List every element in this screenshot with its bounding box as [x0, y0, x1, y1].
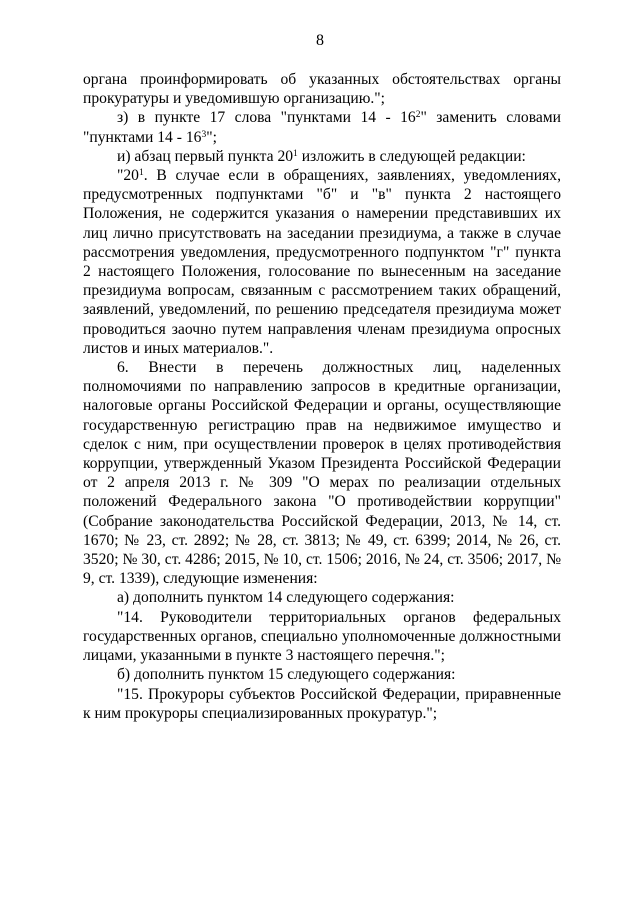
paragraph-point-15: "15. Прокуроры субъектов Российской Федерации, приравненные к ним прокуроры специализированных прокуратур.";	[83, 685, 561, 722]
paragraph-item-a: а) дополнить пунктом 14 следующего содержания:	[117, 589, 455, 607]
text-segment: изложить в следующей редакции:	[297, 147, 526, 165]
page-number: 8	[316, 32, 324, 49]
text-segment: и) абзац первый пункта 20	[117, 147, 294, 165]
text-segment: ";	[206, 128, 217, 146]
text-segment: " заменить словами "пунктами 14 - 16	[83, 109, 561, 146]
superscript: 3	[201, 129, 207, 140]
paragraph-item-z	[83, 108, 561, 146]
superscript: 2	[415, 110, 421, 121]
superscript: 1	[293, 148, 298, 159]
paragraph-point-20-1	[83, 166, 561, 358]
paragraph-point-14: "14. Руководители территориальных органов федеральных государственных органов, специально уполномоченные должностными лицами, указанными в пункте 3 настоящего перечня.";	[83, 608, 561, 665]
paragraph-item-b: б) дополнить пунктом 15 следующего содержания:	[117, 666, 456, 684]
document-body	[83, 70, 561, 723]
paragraph-item-i	[83, 147, 561, 166]
text-segment: . В случае если в обращениях, заявлениях, уведомлениях, предусмотренных подпунктами "б" и "в" пункта 2 настоящего Положения, не содержится указания о намерении представивших их лиц лично присутствовать на заседании президиума, а также в случае рассмотрения уведомления, предусмотренного подпунктом "г" пункта 2 настоящего Положения, голосование по вынесенным на заседание президиума вопросам, связанным с рассмотрением таких обращений, заявлений, уведомлений, по решению председателя президиума может проводиться заочно путем направления членам президиума опросных листов и иных материалов.".	[83, 167, 561, 357]
text-segment: "20	[117, 167, 139, 185]
paragraph-continuation: органа проинформировать об указанных обстоятельствах органы прокуратуры и уведомившую организацию.";	[83, 71, 561, 108]
text-segment: з) в пункте 17 слова "пунктами 14 - 16	[117, 109, 416, 127]
superscript: 1	[138, 167, 144, 178]
paragraph-item-6: 6. Внести в перечень должностных лиц, наделенных полномочиями по направлению запросов в кредитные организации, налоговые органы Российской Федерации и органы, осуществляющие государственную регистрацию прав на недвижимое имущество и сделок с ним, при осуществлении проверок в целях противодействия коррупции, утвержденный Указом Президента Российской Федерации от 2 апреля 2013 г. № 309 "О мерах по реализации отдельных положений Федерального закона "О противодействии коррупции" (Собрание законодательства Российской Федерации, 2013, № 14, ст. 1670; № 23, ст. 2892; № 28, ст. 3813; № 49, ст. 6399; 2014, № 26, ст. 3520; № 30, ст. 4286; 2015, № 10, ст. 1506; 2016, № 24, ст. 3506; 2017, № 9, ст. 1339), следующие изменения:	[83, 359, 561, 588]
